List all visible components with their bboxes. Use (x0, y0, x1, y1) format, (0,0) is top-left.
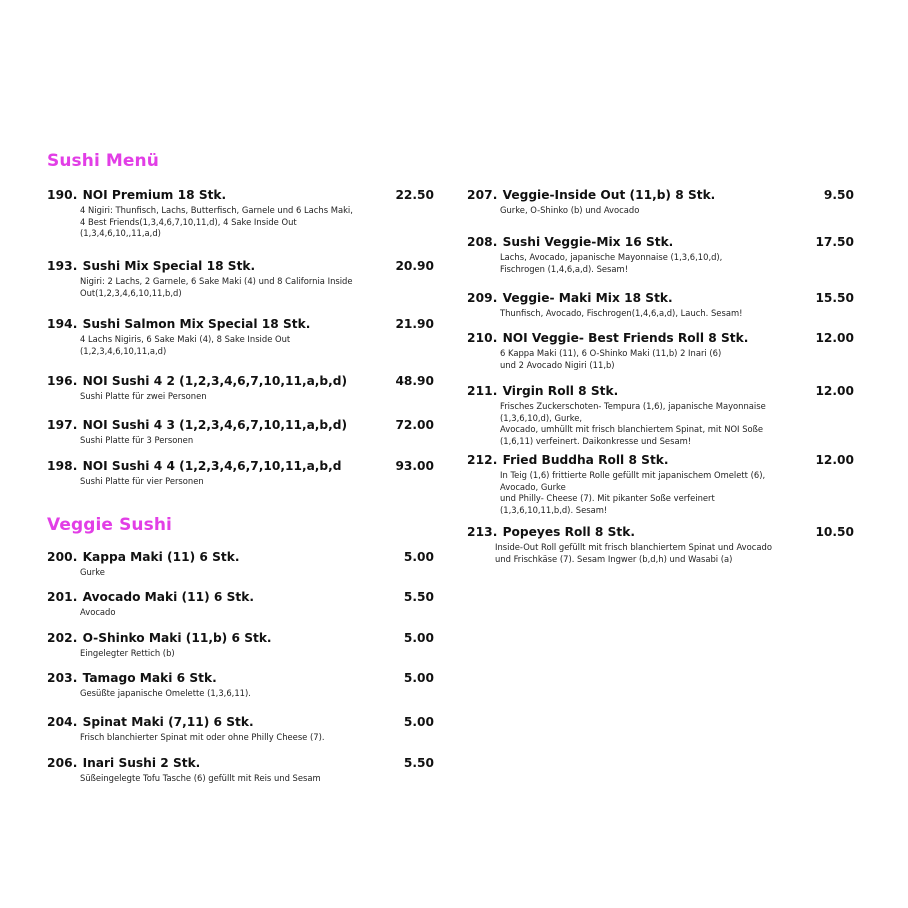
menu-item (47, 255, 434, 299)
item-number: 208. (467, 235, 498, 249)
item-name: NOI Veggie- Best Friends Roll 8 Stk. (502, 331, 749, 345)
menu-item (47, 752, 434, 785)
menu-item (467, 521, 854, 565)
item-number: 211. (467, 384, 498, 398)
heading-veggie-sushi: Veggie Sushi (47, 515, 172, 535)
item-number: 190. (47, 188, 78, 202)
item-name: Sushi Salmon Mix Special 18 Stk. (82, 317, 311, 331)
item-description: Avocado (80, 607, 116, 617)
item-description: Frisch blanchierter Spinat mit oder ohne Philly Cheese (7). (80, 732, 325, 742)
item-description: Süßeingelegte Tofu Tasche (6) gefüllt mit Reis und Sesam (80, 773, 321, 783)
item-number: 203. (47, 671, 78, 685)
item-number: 212. (467, 453, 498, 467)
item-name: NOI Sushi 4 3 (1,2,3,4,6,7,10,11,a,b,d) (82, 418, 348, 432)
menu-item (47, 546, 434, 579)
item-name: Fried Buddha Roll 8 Stk. (502, 453, 669, 467)
item-description: 6 Kappa Maki (11), 6 O-Shinko Maki (11,b) 2 Inari (6) und 2 Avocado Nigiri (11,b) (500, 348, 722, 370)
item-price: 5.50 (403, 756, 434, 770)
item-description: Sushi Platte für zwei Personen (80, 391, 207, 401)
item-name: O-Shinko Maki (11,b) 6 Stk. (82, 631, 272, 645)
item-name: Sushi Veggie-Mix 16 Stk. (502, 235, 674, 249)
item-number: 206. (47, 756, 78, 770)
item-price: 12.00 (815, 331, 854, 345)
menu-item (467, 449, 854, 516)
item-number: 202. (47, 631, 78, 645)
menu-item (467, 327, 854, 371)
item-description: 4 Lachs Nigiris, 6 Sake Maki (4), 8 Sake Inside Out (1,2,3,4,6,10,11,a,d) (80, 334, 291, 356)
menu-item (467, 380, 854, 447)
item-name: Virgin Roll 8 Stk. (502, 384, 619, 398)
item-description: Gesüßte japanische Omelette (1,3,6,11). (80, 688, 251, 698)
item-name: Kappa Maki (11) 6 Stk. (82, 550, 240, 564)
item-number: 201. (47, 590, 78, 604)
item-price: 17.50 (815, 235, 854, 249)
item-number: 198. (47, 459, 78, 473)
menu-item (47, 586, 434, 619)
item-price: 22.50 (395, 188, 434, 202)
item-name: Veggie-Inside Out (11,b) 8 Stk. (502, 188, 716, 202)
menu-item (47, 313, 434, 357)
item-description: Lachs, Avocado, japanische Mayonnaise (1,3,6,10,d), Fischrogen (1,4,6,a,d). Sesam! (500, 252, 723, 274)
item-price: 5.50 (403, 590, 434, 604)
item-number: 197. (47, 418, 78, 432)
item-number: 194. (47, 317, 78, 331)
item-name: Inari Sushi 2 Stk. (82, 756, 201, 770)
menu-item (467, 231, 854, 275)
item-name: Spinat Maki (7,11) 6 Stk. (82, 715, 254, 729)
item-number: 204. (47, 715, 78, 729)
menu-item (467, 287, 854, 320)
item-name: NOI Sushi 4 2 (1,2,3,4,6,7,10,11,a,b,d) (82, 374, 348, 388)
item-description: Sushi Platte für vier Personen (80, 476, 204, 486)
item-description: Nigiri: 2 Lachs, 2 Garnele, 6 Sake Maki (4) und 8 California Inside Out(1,2,3,4,6,10,11,b,d) (80, 276, 353, 298)
item-number: 200. (47, 550, 78, 564)
item-name: NOI Sushi 4 4 (1,2,3,4,6,7,10,11,a,b,d (82, 459, 342, 473)
item-name: Sushi Mix Special 18 Stk. (82, 259, 256, 273)
menu-item (47, 370, 434, 403)
item-description: Sushi Platte für 3 Personen (80, 435, 194, 445)
item-price: 12.00 (815, 453, 854, 467)
menu-item (47, 184, 434, 240)
item-price: 5.00 (403, 715, 434, 729)
item-price: 9.50 (823, 188, 854, 202)
heading-sushi-menu: Sushi Menü (47, 151, 159, 171)
item-number: 213. (467, 525, 498, 539)
item-number: 207. (467, 188, 498, 202)
item-price: 12.00 (815, 384, 854, 398)
item-description: In Teig (1,6) frittierte Rolle gefüllt mit japanischem Omelett (6), Avocado, Gurke und Philly- Cheese (7). Mit pikanter Soße verfeinert (1,3,6,10,11,b,d). Sesam! (500, 470, 766, 515)
item-description: Gurke (80, 567, 105, 577)
menu-item (47, 711, 434, 744)
item-price: 48.90 (395, 374, 434, 388)
item-name: Popeyes Roll 8 Stk. (502, 525, 635, 539)
item-price: 5.00 (403, 671, 434, 685)
item-number: 209. (467, 291, 498, 305)
item-description: Eingelegter Rettich (b) (80, 648, 175, 658)
item-price: 15.50 (815, 291, 854, 305)
menu-item (467, 184, 854, 217)
item-number: 196. (47, 374, 78, 388)
item-name: Veggie- Maki Mix 18 Stk. (502, 291, 673, 305)
menu-item (47, 667, 434, 700)
item-description: Frisches Zuckerschoten- Tempura (1,6), japanische Mayonnaise (1,3,6,10,d), Gurke, Avocado, umhüllt mit frisch blanchiertem Spinat, mit NOI Soße (1,6,11) verfeinert. Daikonkresse und Sesam! (500, 401, 766, 446)
item-description: 4 Nigiri: Thunfisch, Lachs, Butterfisch, Garnele und 6 Lachs Maki, 4 Best Friends(1,3,4,6,7,10,11,d), 4 Sake Inside Out (1,3,4,6,10,,11,a,d) (80, 205, 353, 238)
item-price: 5.00 (403, 631, 434, 645)
menu-item (47, 414, 434, 447)
item-price: 5.00 (403, 550, 434, 564)
item-price: 20.90 (395, 259, 434, 273)
item-price: 93.00 (395, 459, 434, 473)
item-number: 193. (47, 259, 78, 273)
item-price: 21.90 (395, 317, 434, 331)
menu-item (47, 627, 434, 660)
item-price: 10.50 (815, 525, 854, 539)
item-number: 210. (467, 331, 498, 345)
item-name: NOI Premium 18 Stk. (82, 188, 227, 202)
item-price: 72.00 (395, 418, 434, 432)
item-name: Avocado Maki (11) 6 Stk. (82, 590, 254, 604)
item-description: Gurke, O-Shinko (b) und Avocado (500, 205, 640, 215)
item-description: Thunfisch, Avocado, Fischrogen(1,4,6,a,d), Lauch. Sesam! (500, 308, 743, 318)
item-name: Tamago Maki 6 Stk. (82, 671, 217, 685)
menu-item (47, 455, 434, 488)
item-description: Inside-Out Roll gefüllt mit frisch blanchiertem Spinat und Avocado und Frischkäse (7). Sesam Ingwer (b,d,h) und Wasabi (a) (495, 542, 772, 564)
